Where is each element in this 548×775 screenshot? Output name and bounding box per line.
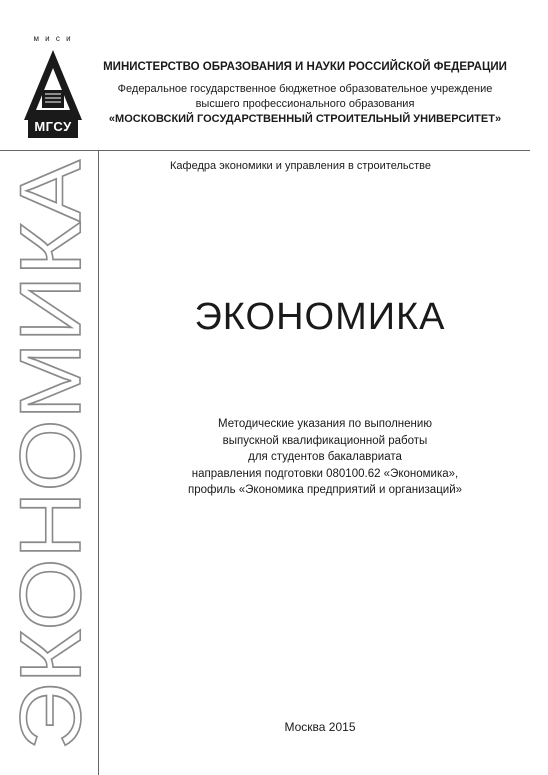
vertical-title: [3, 150, 99, 760]
description-line: для студентов бакалавриата: [248, 451, 402, 463]
header: [90, 60, 520, 127]
university-name: «МОСКОВСКИЙ ГОСУДАРСТВЕННЫЙ СТРОИТЕЛЬНЫЙ УНИВЕРСИТЕТ»: [108, 113, 502, 125]
city-year: Москва 2015: [284, 720, 356, 734]
description-line: направления подготовки 080100.62 «Экономика»,: [191, 467, 459, 480]
logo-top-text: м и с и: [33, 34, 73, 43]
description-line: выпускной квалификационной работы: [222, 434, 428, 447]
document-title: ЭКОНОМИКА: [194, 296, 446, 338]
description-line: профиль «Экономика предприятий и организаций»: [187, 484, 463, 496]
department-name: Кафедра экономики и управления в строительстве: [170, 160, 432, 172]
mgsu-logo: [20, 34, 86, 138]
institution-line: высшего профессионального образования: [195, 98, 415, 110]
description-line: Методические указания по выполнению: [218, 418, 432, 430]
document-description: [130, 416, 520, 499]
vertical-title-text: ЭКОНОМИКА: [3, 202, 99, 750]
institution-line: Федеральное государственное бюджетное образовательное учреждение: [117, 83, 493, 95]
logo-text: МГСУ: [34, 119, 72, 134]
ministry-name: МИНИСТЕРСТВО ОБРАЗОВАНИЯ И НАУКИ РОССИЙСКОЙ ФЕДЕРАЦИИ: [103, 61, 507, 73]
